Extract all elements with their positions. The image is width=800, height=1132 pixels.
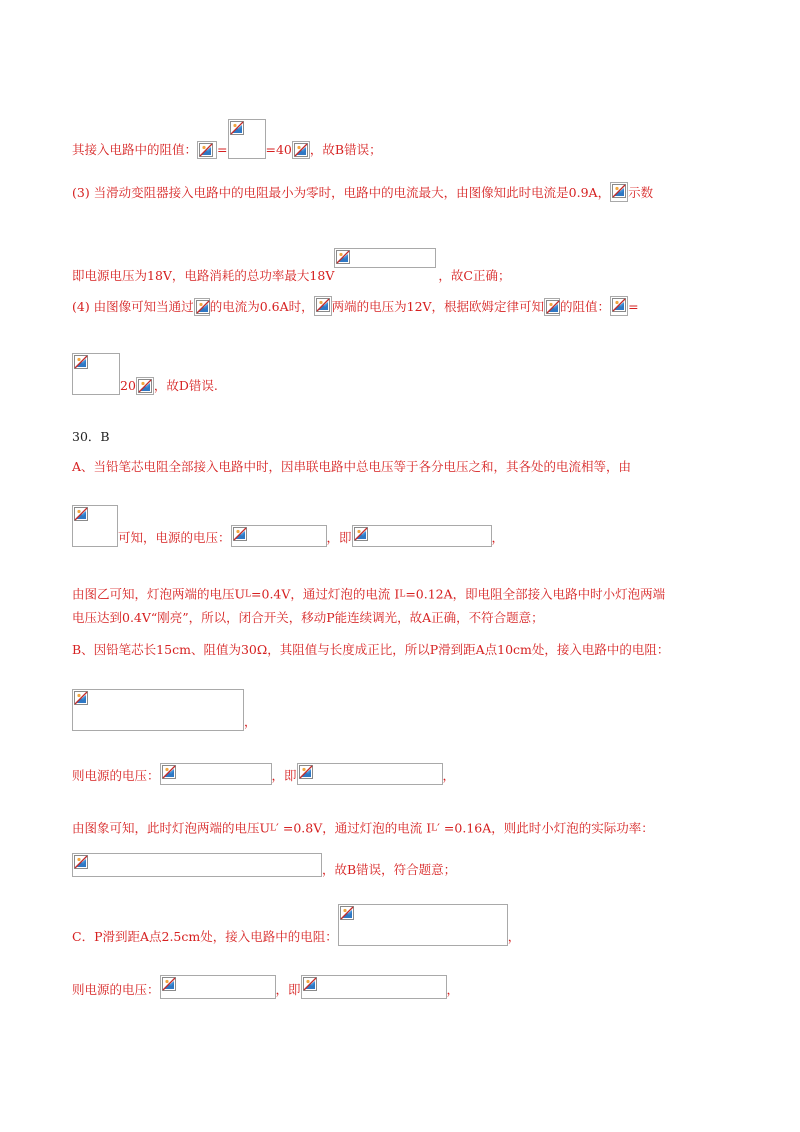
line10-text-a: 电压达到0.4V“刚亮”，所以，闭合开关，移动P能连续调光，故A正确，不符合题意； [72, 610, 544, 625]
line9-sub-b: L [399, 589, 406, 600]
formula-image-placeholder [297, 763, 443, 785]
text-line-10 [72, 609, 544, 627]
line14-text-c: ′ =0.16A，则此时小灯泡的实际功率： [437, 820, 654, 836]
text-line-1 [72, 119, 382, 159]
line14-sub-a: L [270, 823, 277, 834]
broken-image-icon [336, 250, 350, 264]
line1-text-a: 其接入电路中的阻值： [72, 142, 198, 157]
line16-text-b: ， [507, 929, 521, 944]
formula-image-placeholder [301, 975, 447, 999]
line17-text-b: ，即 [275, 982, 301, 997]
broken-image-icon [612, 184, 626, 198]
formula-image-placeholder [72, 853, 322, 877]
line8-text-c: ， [491, 530, 505, 545]
formula-image-placeholder [544, 298, 560, 316]
line17-text-c: ， [446, 982, 460, 997]
broken-image-icon [74, 355, 88, 369]
line8-text-b: ，即 [326, 530, 352, 545]
line1-text-c: =40 [265, 142, 292, 157]
broken-image-icon [230, 121, 244, 135]
line17-text-a: 则电源的电压： [72, 982, 160, 997]
formula-image-placeholder [292, 141, 310, 159]
broken-image-icon [299, 765, 313, 779]
line8-text-a: 可知，电源的电压： [118, 530, 231, 545]
line9-text-c: =0.12A，即电阻全部接入电路中时小灯泡两端 [405, 586, 666, 602]
text-line-7 [72, 458, 631, 476]
broken-image-icon [546, 300, 560, 314]
text-line-4 [72, 296, 639, 316]
formula-image-placeholder [334, 248, 436, 268]
line4-text-d: 的阻值： [560, 299, 611, 314]
text-line-17 [72, 975, 459, 999]
formula-image-placeholder [610, 182, 628, 202]
text-line-2 [72, 182, 653, 202]
broken-image-icon [340, 906, 354, 920]
line3-text-b: ，故C正确； [438, 268, 511, 283]
line5-text-a: 20 [120, 378, 136, 393]
formula-image-placeholder [338, 904, 508, 946]
broken-image-icon [294, 143, 308, 157]
broken-image-icon [354, 527, 368, 541]
line14-sub-b: L [431, 823, 438, 834]
formula-image-placeholder [231, 525, 327, 547]
broken-image-icon [74, 855, 88, 869]
line1-text-d: ，故B错误； [309, 142, 382, 157]
broken-image-icon [316, 298, 330, 312]
line2-text-b: 示数 [628, 185, 654, 200]
line13-text-c: ， [442, 768, 456, 783]
text-line-9 [72, 580, 665, 604]
line1-text-b: = [217, 142, 228, 157]
formula-image-placeholder [160, 763, 272, 785]
line9-sub-a: L [245, 589, 252, 600]
line4-text-c: 两端的电压为12V，根据欧姆定律可知 [331, 299, 545, 314]
line14-text-a: 由图象可知，此时灯泡两端的电压U [72, 820, 271, 836]
line13-text-b: ，即 [271, 768, 297, 783]
formula-image-placeholder [610, 296, 628, 316]
formula-image-placeholder [228, 119, 266, 159]
broken-image-icon [162, 765, 176, 779]
text-line-16 [72, 904, 520, 946]
line16-text-a: C．P滑到距A点2.5cm处，接入电路中的电阻： [72, 929, 338, 944]
text-line-13 [72, 763, 455, 785]
formula-image-placeholder [197, 141, 217, 159]
line13-text-a: 则电源的电压： [72, 768, 160, 783]
line9-text-a: 由图乙可知，灯泡两端的电压U [72, 586, 246, 602]
text-line-5 [72, 353, 218, 395]
line2-text-a: (3) 当滑动变阻器接入电路中的电阻最小为零时，电路中的电流最大，由图像知此时电流是0.9A， [72, 185, 611, 200]
line6-text-a: 30．B [72, 429, 110, 444]
broken-image-icon [162, 977, 176, 991]
line9-text-b: =0.4V，通过灯泡的电流 I [251, 586, 400, 602]
text-line-12 [72, 689, 257, 731]
broken-image-icon [303, 977, 317, 991]
broken-image-icon [138, 379, 152, 393]
question-number [72, 428, 110, 446]
line14-text-b: ′ =0.8V，通过灯泡的电流 I [276, 820, 432, 836]
line4-text-e: = [628, 299, 639, 314]
formula-image-placeholder [72, 505, 118, 547]
line11-text-a: B、因铅笔芯长15cm、阻值为30Ω，其阻值与长度成正比，所以P滑到距A点10cm处，接入电路中的电阻： [72, 642, 670, 657]
line12-text-a: ， [244, 714, 257, 729]
broken-image-icon [74, 507, 88, 521]
line3-text-a: 即电源电压为18V，电路消耗的总功率最大18V [72, 268, 335, 283]
line4-text-a: (4) 由图像可知当通过 [72, 299, 194, 314]
formula-image-placeholder [352, 525, 492, 547]
broken-image-icon [612, 298, 626, 312]
formula-image-placeholder [72, 353, 120, 395]
text-line-3 [72, 248, 510, 285]
line7-text-a: A、当铅笔芯电阻全部接入电路中时，因串联电路中总电压等于各分电压之和，其各处的电流相等，由 [72, 459, 632, 474]
line4-text-b: 的电流为0.6A时， [209, 299, 314, 314]
formula-image-placeholder [136, 377, 154, 395]
broken-image-icon [199, 143, 213, 157]
text-line-15 [72, 853, 456, 879]
formula-image-placeholder [194, 298, 210, 316]
broken-image-icon [74, 691, 88, 705]
text-line-11 [72, 641, 669, 659]
formula-image-placeholder [72, 689, 244, 731]
text-line-14 [72, 814, 654, 838]
text-line-8 [72, 505, 504, 547]
formula-image-placeholder [314, 296, 332, 316]
broken-image-icon [233, 527, 247, 541]
line5-text-b: ，故D错误. [153, 378, 218, 393]
formula-image-placeholder [160, 975, 276, 999]
broken-image-icon [196, 300, 210, 314]
line15-text-a: ，故B错误，符合题意； [322, 862, 457, 877]
